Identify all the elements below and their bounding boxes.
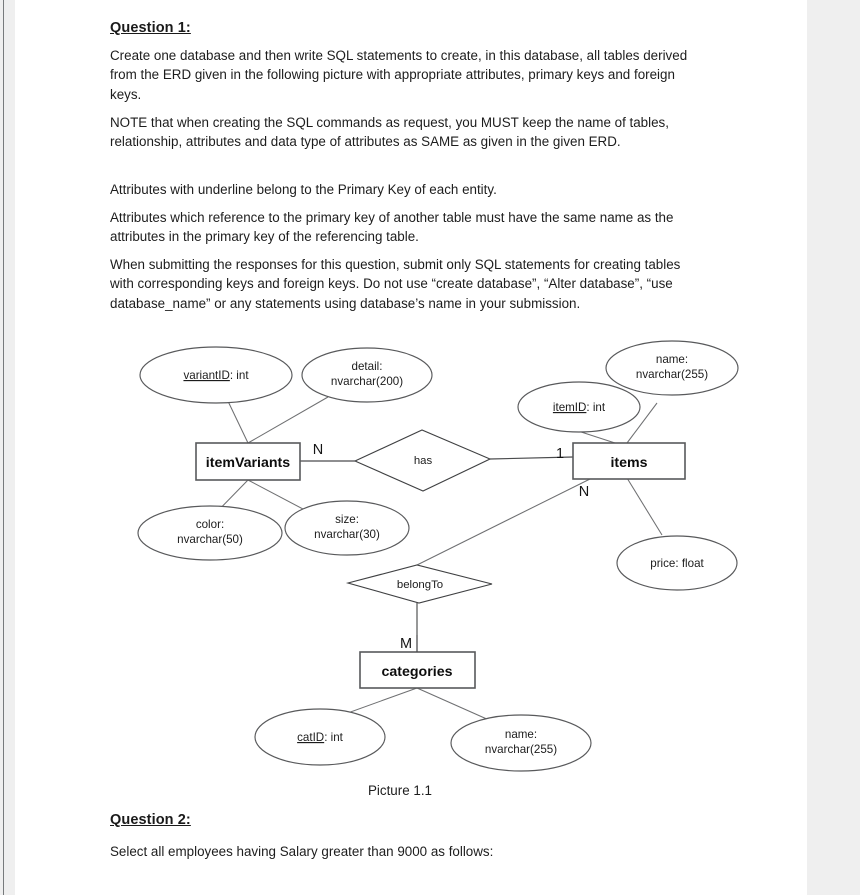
entity-items-label: items <box>610 455 648 471</box>
attr-variantid-pk: variantID <box>183 369 230 382</box>
attr-catid-type: : int <box>324 731 343 744</box>
attr-detail-line1: detail: <box>351 360 383 373</box>
cardinality-items-belongto: N <box>578 484 590 500</box>
left-gutter <box>4 0 15 895</box>
attr-color-line2: nvarchar(50) <box>177 533 243 546</box>
question-1-paragraph-1: Create one database and then write SQL statements to create, in this database, all tables derived from the ERD given in the following picture with appropriate attributes, primary keys and foreign keys. <box>110 48 688 102</box>
relationship-belongto-label: belongTo <box>396 579 444 591</box>
attr-category-name-line2: nvarchar(255) <box>484 743 558 756</box>
question-1-paragraph-5: When submitting the responses for this question, submit only SQL statements for creating tables with corresponding keys and foreign keys. Do not use “create database”, “Alter database”, “use database_name” or any statements using database’s name in your submission. <box>110 257 681 311</box>
figure-caption: Picture 1.1 <box>367 783 432 798</box>
svg-text:variantID: int <box>183 369 249 382</box>
svg-text:itemID: int <box>553 401 606 414</box>
question-2-heading: Question 2: <box>110 812 191 828</box>
entity-categories-label: categories <box>381 664 453 680</box>
erd-figure <box>30 335 770 810</box>
question-1-paragraph-3: Attributes with underline belong to the Primary Key of each entity. <box>110 182 497 197</box>
attr-variantid-type: : int <box>229 369 249 382</box>
svg-text:catID: int <box>297 731 344 744</box>
document-page <box>15 0 807 895</box>
relationship-has-label: has <box>413 455 433 467</box>
attr-category-name-line1: name: <box>504 728 538 741</box>
question-2-paragraph-1: Select all employees having Salary greater than 9000 as follows: <box>110 844 494 859</box>
question-1-paragraph-4: Attributes which reference to the primary key of another table must have the same name as the attributes in the primary key of the referencing table. <box>110 210 674 245</box>
attr-itemid-type: : int <box>586 401 606 414</box>
cardinality-itemvariants-has: N <box>312 442 324 458</box>
question-1-heading: Question 1: <box>110 20 191 36</box>
right-gutter <box>807 0 860 895</box>
attr-item-name-line2: nvarchar(255) <box>635 368 709 381</box>
attr-itemid-pk: itemID <box>552 401 587 414</box>
attr-detail-line2: nvarchar(200) <box>330 375 404 388</box>
attr-catid-pk: catID <box>297 731 325 744</box>
attr-color-line1: color: <box>195 518 225 531</box>
entity-itemvariants-label: itemVariants <box>205 455 291 471</box>
attr-price: price: float <box>650 557 704 570</box>
question-1-paragraph-2: NOTE that when creating the SQL commands as request, you MUST keep the name of tables, relationship, attributes and data type of attributes as SAME as given in the given ERD. <box>110 115 669 150</box>
cardinality-belongto-categories: M <box>399 636 413 652</box>
attr-size-line2: nvarchar(30) <box>314 528 380 541</box>
attr-item-name-line1: name: <box>655 353 689 366</box>
cardinality-has-items: 1 <box>555 446 565 462</box>
attr-size-line1: size: <box>335 513 359 526</box>
